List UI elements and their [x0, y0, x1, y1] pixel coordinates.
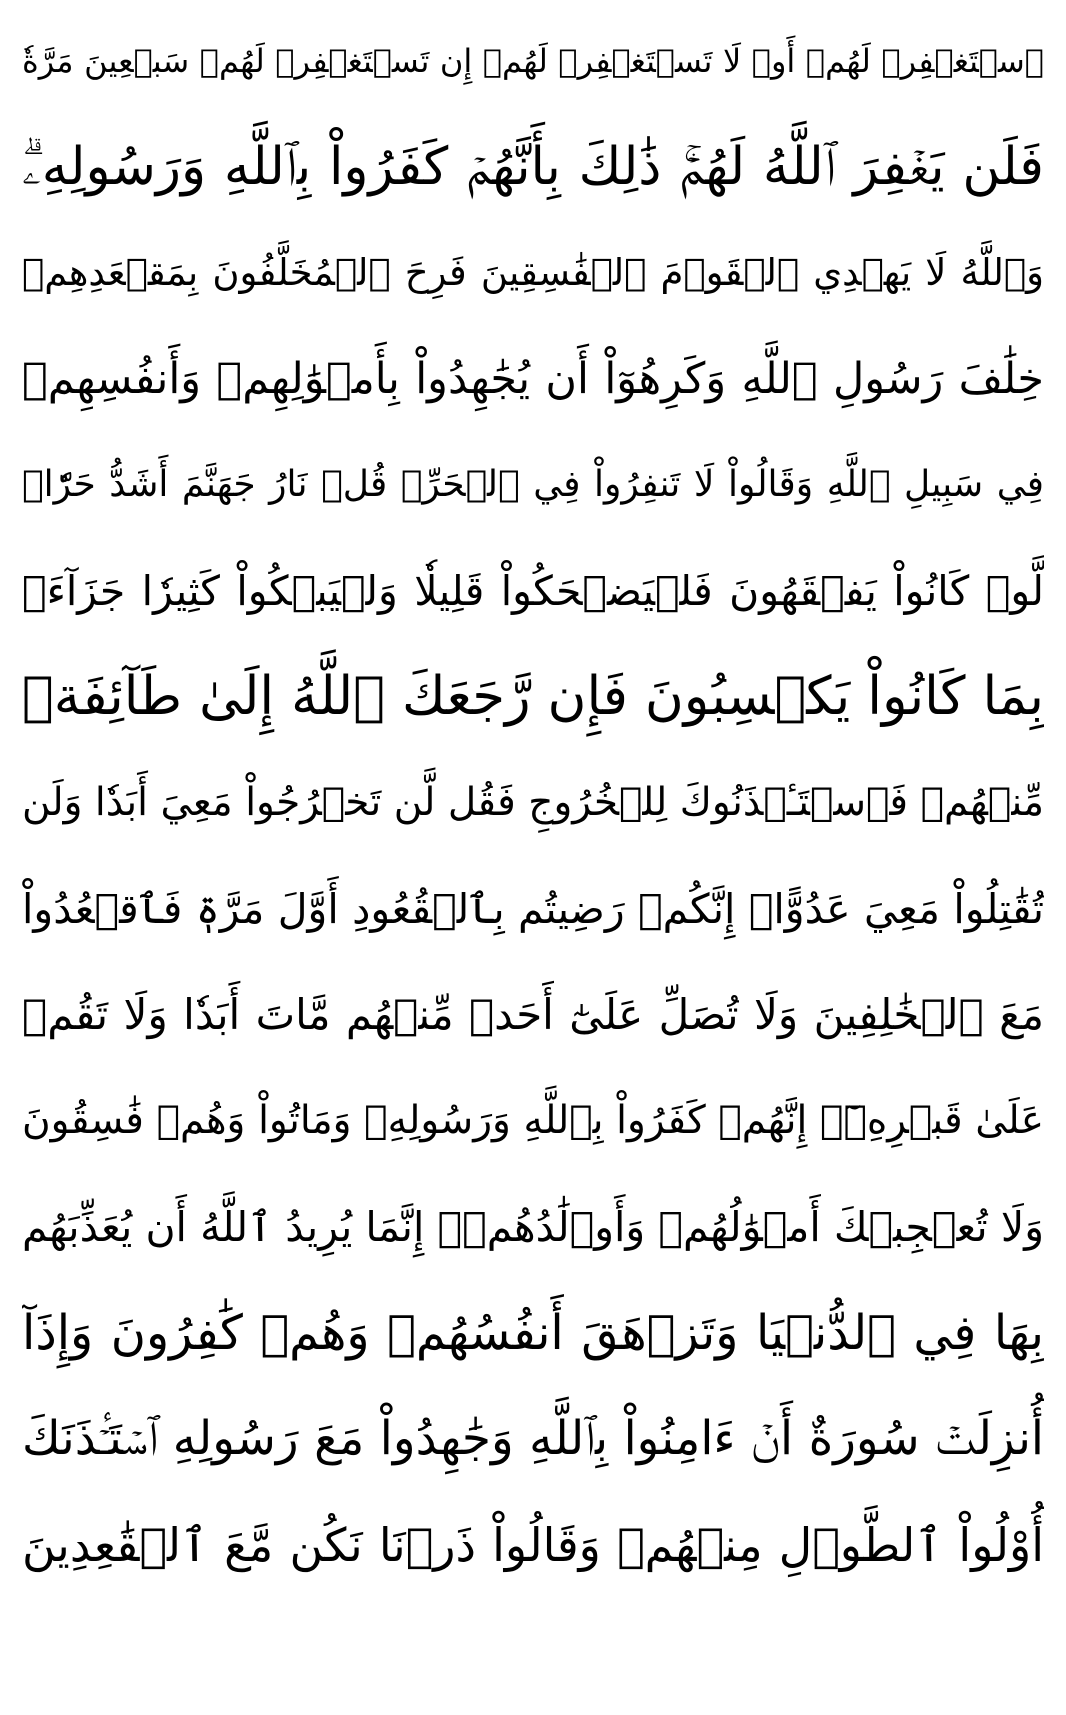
text-line-5: فِي سَبِيلِ ٱللَّهِ وَقَالُواْ لَا تَنفِرُواْ فِي ٱلۡحَرِّۗ قُلۡ نَارُ جَهَنَّمَ أَشَدُّ حَرّٗاۚ — [22, 464, 1044, 505]
text-line-7: بِمَا كَانُواْ يَكۡسِبُونَ فَإِن رَّجَعَكَ ٱللَّهُ إِلَىٰ طَآئِفَةٖ — [22, 666, 1044, 727]
text-line-11: عَلَىٰ قَبۡرِهِۦٓۖ إِنَّهُمۡ كَفَرُواْ بِٱللَّهِ وَرَسُولِهِۦ وَمَاتُواْ وَهُمۡ فَٰسِقُونَ — [22, 1098, 1044, 1143]
text-line-9: تُقَٰتِلُواْ مَعِيَ عَدُوًّاۖ إِنَّكُمۡ رَضِيتُم بِٱلۡقُعُودِ أَوَّلَ مَرَّةٖ فَٱقۡعُدُواْ — [22, 885, 1044, 933]
text-line-4: خِلَٰفَ رَسُولِ ٱللَّهِ وَكَرِهُوٓاْ أَن يُجَٰهِدُواْ بِأَمۡوَٰلِهِمۡ وَأَنفُسِهِمۡ — [22, 354, 1044, 404]
text-line-14: أُنزِلَتۡ سُورَةٌ أَنۡ ءَامِنُواْ بِٱللَّهِ وَجَٰهِدُواْ مَعَ رَسُولِهِ ٱسۡتَـٔۡذَنَكَ — [22, 1411, 1044, 1466]
text-line-12: وَلَا تُعۡجِبۡكَ أَمۡوَٰلُهُمۡ وَأَوۡلَٰدُهُمۡۚ إِنَّمَا يُرِيدُ ٱللَّهُ أَن يُعَذِّبَهُم — [22, 1203, 1044, 1251]
text-line-15: أُوْلُواْ ٱلطَّوۡلِ مِنۡهُمۡ وَقَالُواْ ذَرۡنَا نَكُن مَّعَ ٱلۡقَٰعِدِينَ — [22, 1518, 1044, 1572]
text-line-6: لَّوۡ كَانُواْ يَفۡقَهُونَ فَلۡيَضۡحَكُواْ قَلِيلٗا وَلۡيَبۡكُواْ كَثِيرٗا جَزَآءَۢ — [22, 567, 1044, 615]
text-line-1: ٱسۡتَغۡفِرۡ لَهُمۡ أَوۡ لَا تَسۡتَغۡفِرۡ لَهُمۡ إِن تَسۡتَغۡفِرۡ لَهُمۡ سَبۡعِينَ مَرَّةٗ — [22, 42, 1044, 80]
text-line-13: بِهَا فِي ٱلدُّنۡيَا وَتَزۡهَقَ أَنفُسُهُمۡ وَهُمۡ كَٰفِرُونَ وَإِذَآ — [22, 1305, 1044, 1361]
text-line-3: وَٱللَّهُ لَا يَهۡدِي ٱلۡقَوۡمَ ٱلۡفَٰسِقِينَ فَرِحَ ٱلۡمُخَلَّفُونَ بِمَقۡعَدِهِمۡ — [22, 251, 1044, 294]
text-line-10: مَعَ ٱلۡخَٰلِفِينَ وَلَا تُصَلِّ عَلَىٰٓ أَحَدٖ مِّنۡهُم مَّاتَ أَبَدٗا وَلَا تَقُمۡ — [22, 990, 1044, 1039]
text-line-8: مِّنۡهُمۡ فَٱسۡتَـٔۡذَنُوكَ لِلۡخُرُوجِ فَقُل لَّن تَخۡرُجُواْ مَعِيَ أَبَدٗا وَلَن — [22, 780, 1044, 825]
text-line-2: فَلَن يَغۡفِرَ ٱللَّهُ لَهُمۡۚ ذَٰلِكَ بِأَنَّهُمۡ كَفَرُواْ بِٱللَّهِ وَرَسُولِهِۦۗ — [22, 137, 1044, 197]
